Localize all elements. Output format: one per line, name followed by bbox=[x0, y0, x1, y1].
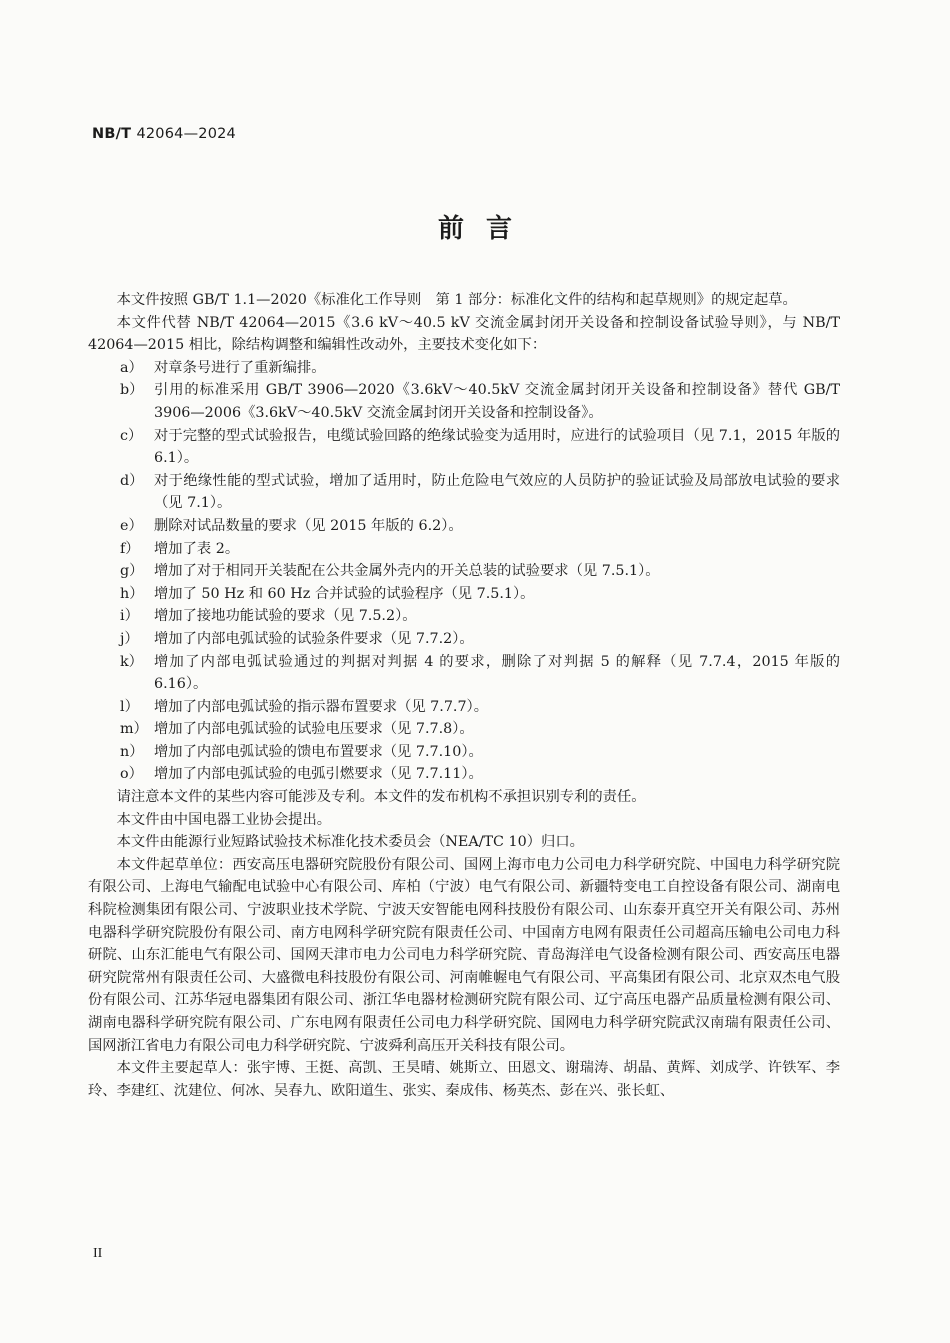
paragraph-patent-notice: 请注意本文件的某些内容可能涉及专利。本文件的发布机构不承担识别专利的责任。 bbox=[116, 789, 646, 806]
list-item-text: 增加了内部电弧试验的馈电布置要求（见 7.7.10）。 bbox=[154, 743, 483, 760]
list-marker: h） bbox=[120, 585, 144, 602]
list-item bbox=[88, 718, 840, 741]
list-marker: e） bbox=[120, 517, 143, 534]
list-marker: l） bbox=[120, 698, 139, 715]
page-number: II bbox=[93, 1246, 103, 1261]
document-code bbox=[92, 126, 236, 142]
list-item bbox=[88, 605, 840, 628]
list-item-text: 引用的标准采用 GB/T 3906—2020《3.6kV～40.5kV 交流金属封闭开关设备和控制设备》替代 GB/T 3906—2006《3.6kV～40.5kV 交流金属封闭开关设备和控制设备》。 bbox=[154, 382, 840, 421]
paragraph-drafting-units: 本文件起草单位：西安高压电器研究院股份有限公司、国网上海市电力公司电力科学研究院、中国电力科学研究院有限公司、上海电气输配电试验中心有限公司、库柏（宁波）电气有限公司、新疆特变电工自控设备有限公司、湖南电科院检测集团有限公司、宁波职业技术学院、宁波天安智能电网科技股份有限公司、山东泰开真空开关有限公司、苏州电器科学研究院股份有限公司、南方电网科学研究院有限责任公司、中国南方电网有限责任公司超高压输电公司电力科研院、山东汇能电气有限公司、国网天津市电力公司电力科学研究院、青岛海洋电气设备检测有限公司、西安高压电器研究院常州有限责任公司、大盛微电科技股份有限公司、河南帷幄电气有限公司、平高集团有限公司、北京双杰电气股份有限公司、江苏华冠电器集团有限公司、浙江华电器材检测研究院有限公司、辽宁高压电器产品质量检测有限公司、湖南电器科学研究院有限公司、广东电网有限责任公司电力科学研究院、国网电力科学研究院武汉南瑞有限责任公司、国网浙江省电力有限公司电力科学研究院、宁波舜利高压开关科技有限公司。 bbox=[88, 856, 840, 1054]
paragraph-drafters: 本文件主要起草人：张宇博、王挺、高凯、王昊晴、姚斯立、田恩文、谢瑞涛、胡晶、黄辉、刘成学、许铁军、李玲、李建红、沈建位、何冰、吴春九、欧阳道生、张实、秦成伟、杨英杰、彭在兴、张长虹、 bbox=[88, 1060, 840, 1099]
list-marker: m） bbox=[120, 721, 148, 738]
list-item bbox=[88, 357, 840, 380]
list-item-text: 增加了内部电弧试验的指示器布置要求（见 7.7.7）。 bbox=[154, 698, 489, 715]
list-item-text: 对于绝缘性能的型式试验，增加了适用时，防止危险电气效应的人员防护的验证试验及局部放电试验的要求（见 7.1）。 bbox=[154, 472, 840, 512]
list-marker: n） bbox=[120, 743, 144, 760]
list-item bbox=[88, 379, 840, 424]
list-item bbox=[88, 538, 840, 561]
list-marker: c） bbox=[120, 427, 143, 444]
document-code-number: 42064—2024 bbox=[136, 126, 236, 142]
list-marker: g） bbox=[120, 563, 144, 580]
list-item-text: 增加了对于相同开关装配在公共金属外壳内的开关总装的试验要求（见 7.5.1）。 bbox=[154, 563, 660, 580]
document-code-prefix: NB/T bbox=[92, 126, 132, 142]
list-item-text: 增加了内部电弧试验通过的判据对判据 4 的要求，删除了对判据 5 的解释（见 7.7.4，2015 年版的 6.16）。 bbox=[154, 653, 840, 693]
list-item bbox=[88, 470, 840, 515]
paragraph-proposer: 本文件由中国电器工业协会提出。 bbox=[116, 811, 332, 828]
list-item-text: 增加了内部电弧试验的试验条件要求（见 7.7.2）。 bbox=[154, 630, 474, 647]
page-title: 前言 bbox=[437, 214, 534, 244]
list-item-text: 增加了内部电弧试验的电弧引燃要求（见 7.7.11）。 bbox=[154, 766, 483, 783]
list-marker: f） bbox=[120, 540, 140, 557]
foreword-body bbox=[88, 289, 840, 1102]
list-item bbox=[88, 515, 840, 538]
list-item-text: 对于完整的型式试验报告，电缆试验回路的绝缘试验变为适用时，应进行的试验项目（见 7.1，2015 年版的 6.1）。 bbox=[154, 427, 840, 467]
list-item-text: 增加了内部电弧试验的试验电压要求（见 7.7.8）。 bbox=[154, 721, 474, 738]
list-item-text: 增加了接地功能试验的要求（见 7.5.2）。 bbox=[154, 608, 417, 625]
list-item bbox=[88, 425, 840, 470]
list-marker: j） bbox=[120, 630, 139, 647]
list-item bbox=[88, 628, 840, 651]
list-item-text: 增加了 50 Hz 和 60 Hz 合并试验的试验程序（见 7.5.1）。 bbox=[154, 585, 535, 602]
list-item bbox=[88, 651, 840, 696]
list-marker: o） bbox=[120, 766, 143, 783]
list-marker: k） bbox=[120, 653, 143, 670]
list-item bbox=[88, 763, 840, 786]
paragraph-replacement: 本文件代替 NB/T 42064—2015《3.6 kV～40.5 kV 交流金属封闭开关设备和控制设备试验导则》，与 NB/T 42064—2015 相比，除结构调整和编辑性改动外，主要技术变化如下： bbox=[88, 314, 840, 354]
paragraph-technical-committee: 本文件由能源行业短路试验技术标准化技术委员会（NEA/TC 10）归口。 bbox=[116, 834, 584, 851]
list-marker: d） bbox=[120, 472, 144, 489]
list-item-text: 删除对试品数量的要求（见 2015 年版的 6.2）。 bbox=[154, 517, 463, 534]
list-marker: b） bbox=[120, 382, 144, 399]
list-item-text: 对章条号进行了重新编排。 bbox=[154, 359, 326, 376]
list-marker: a） bbox=[120, 359, 143, 376]
list-item bbox=[88, 560, 840, 583]
changes-list bbox=[88, 357, 840, 786]
paragraph-drafting-rules: 本文件按照 GB/T 1.1—2020《标准化工作导则 第 1 部分：标准化文件的结构和起草规则》的规定起草。 bbox=[116, 292, 797, 308]
list-item bbox=[88, 583, 840, 606]
list-item bbox=[88, 696, 840, 719]
list-item-text: 增加了表 2。 bbox=[154, 540, 240, 557]
list-item bbox=[88, 741, 840, 764]
list-marker: i） bbox=[120, 608, 139, 625]
